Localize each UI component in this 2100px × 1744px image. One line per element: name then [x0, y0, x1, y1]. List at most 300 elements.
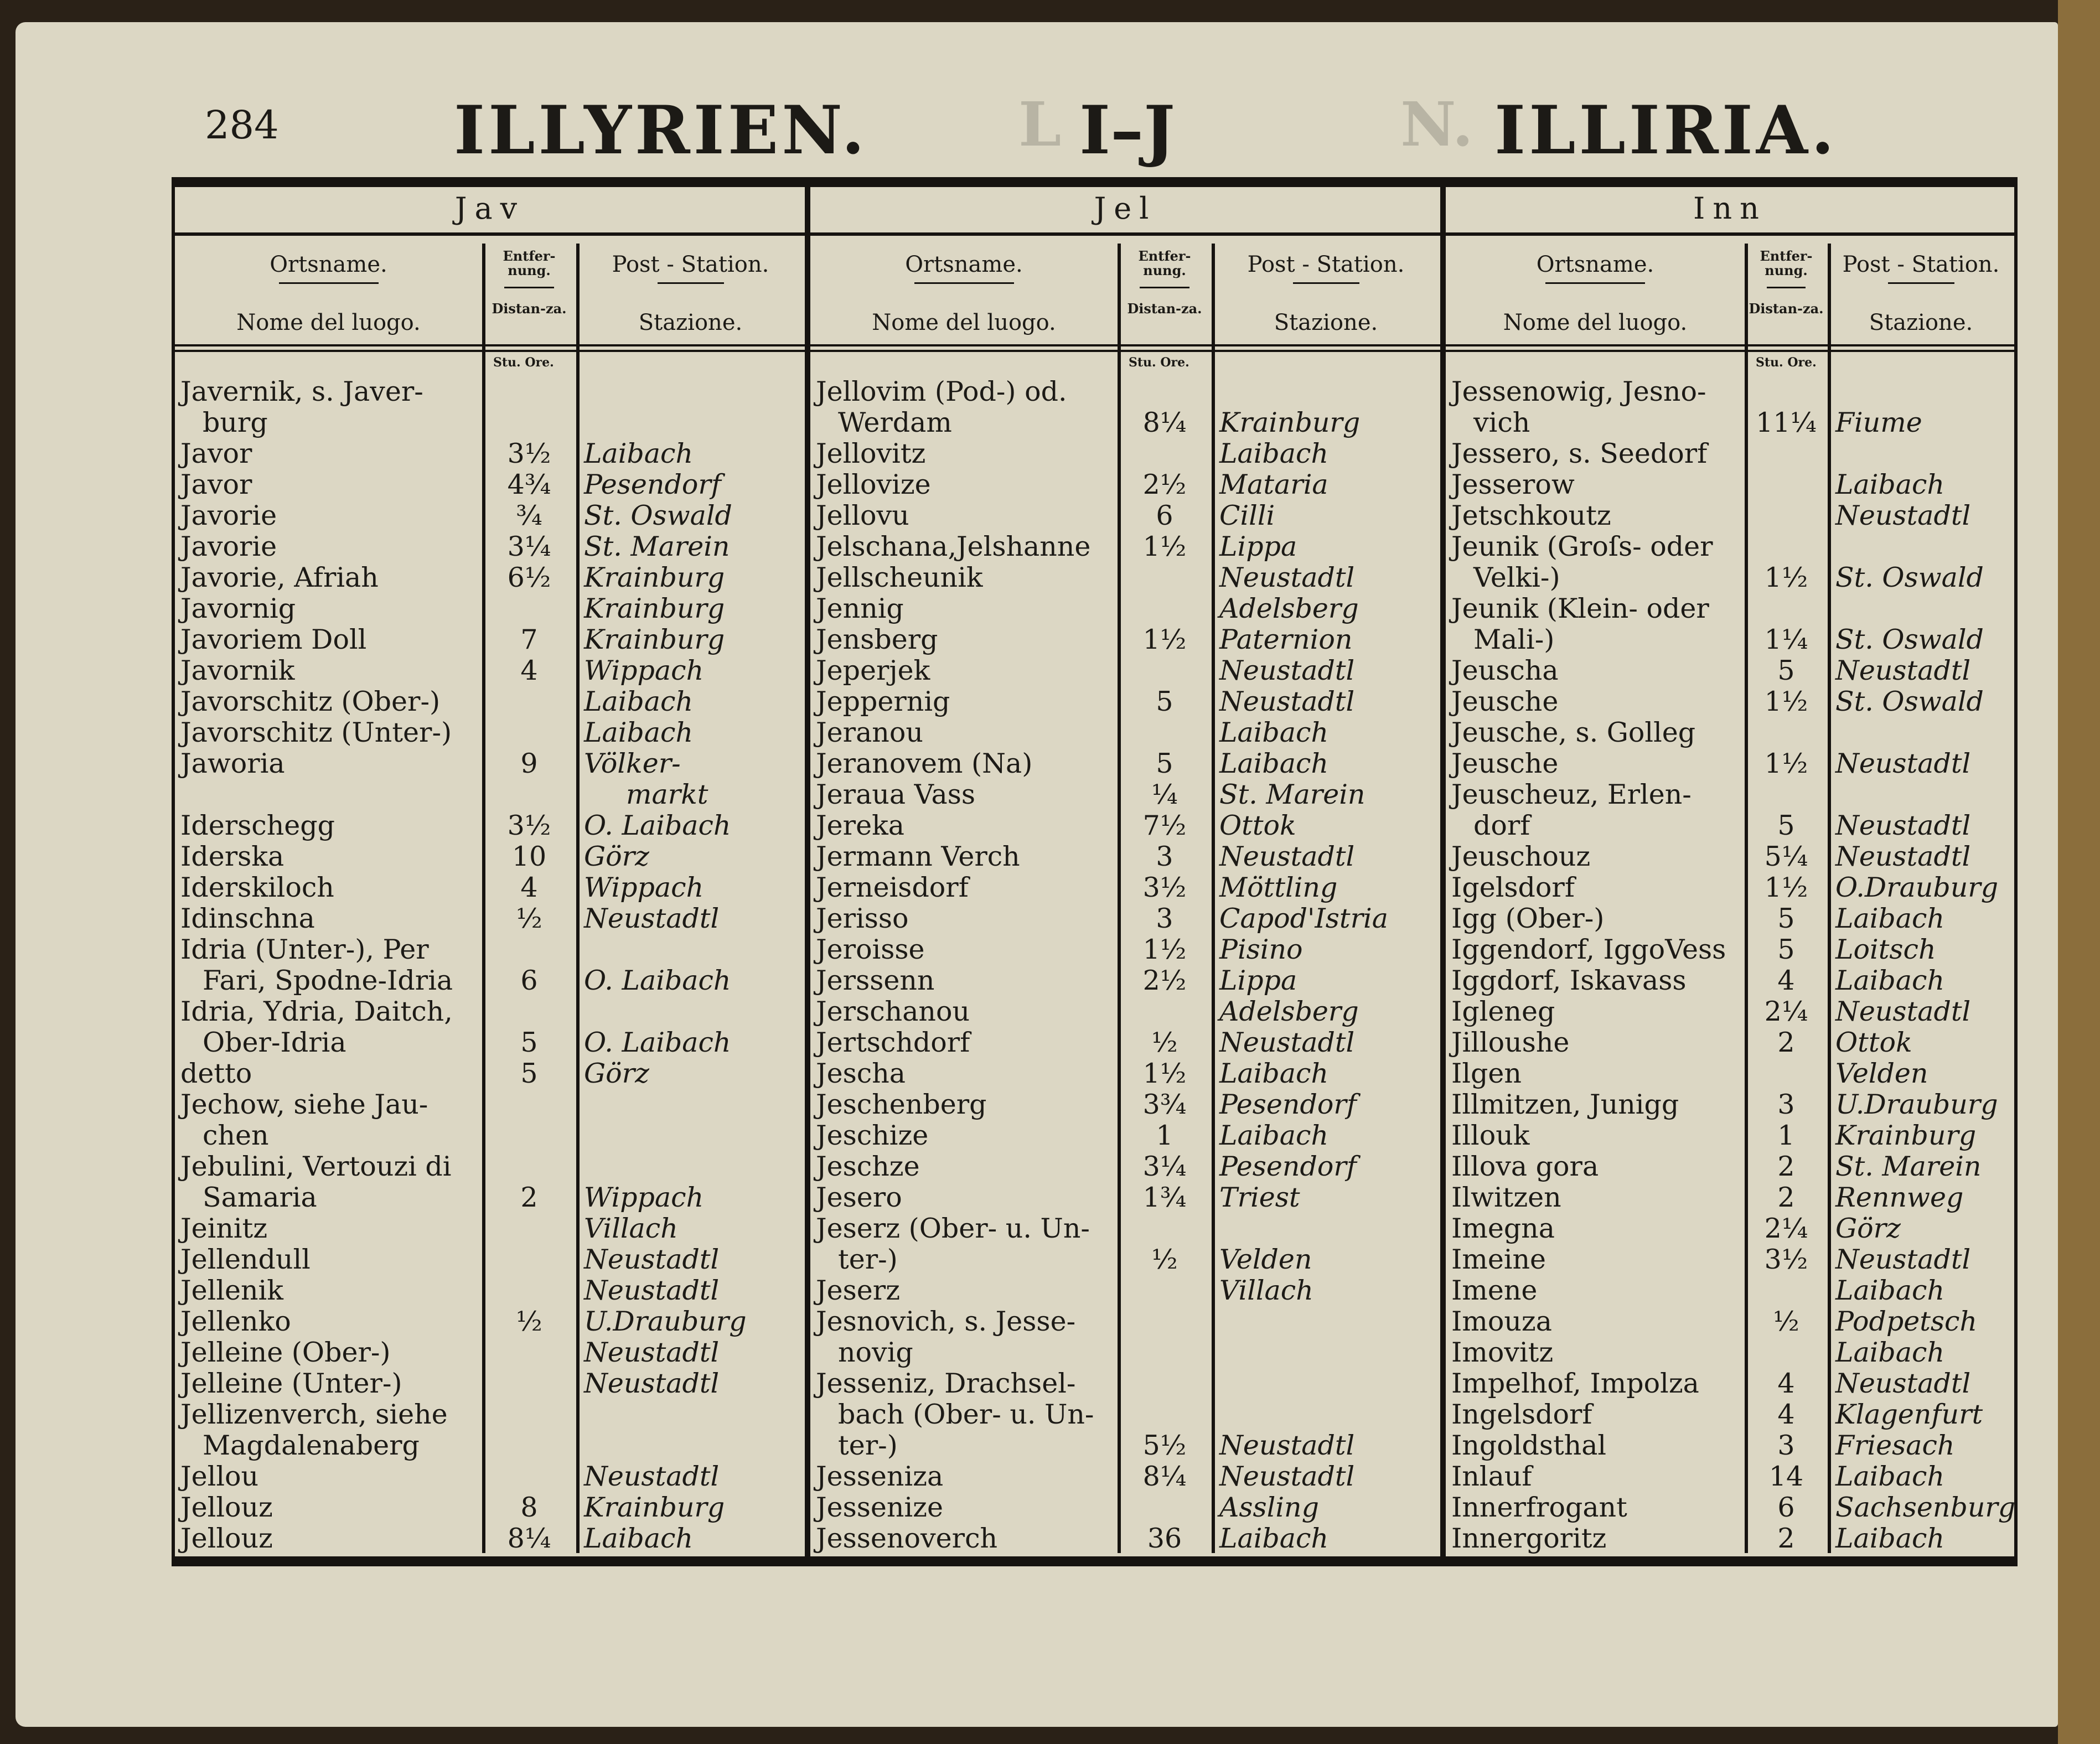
distance-value: 3¾ [1142, 1089, 1187, 1120]
distance-value: 5 [1777, 934, 1795, 965]
post-station: Friesach [1835, 1430, 1955, 1461]
place-name-line: Igelsdorf [1451, 872, 1575, 903]
place-name-line: Jessero, s. Seedorf [1451, 438, 1708, 469]
distance-value: 5 [1777, 810, 1795, 841]
table-row [1446, 376, 2014, 438]
place-name [180, 624, 479, 655]
post-station: St. Marein [584, 531, 730, 562]
place-name-line: Ingelsdorf [1451, 1399, 1592, 1430]
post-station: O. Laibach [584, 1027, 731, 1058]
place-name-line: Jereka [816, 810, 904, 841]
header-underline [1888, 282, 1954, 284]
place-name [1451, 1430, 1741, 1461]
distance-value: 3 [1777, 1089, 1795, 1120]
place-name-line: Jeschenberg [816, 1089, 987, 1120]
place-name-line: Jellovitz [816, 438, 926, 469]
table-row [175, 1461, 805, 1492]
table-row [175, 1523, 805, 1554]
post-station: O.Drauburg [1835, 872, 1999, 903]
table-row [175, 1306, 805, 1337]
place-name-line: Jesseniz, Drachsel- [816, 1368, 1076, 1399]
place-name [180, 562, 479, 593]
table-row [1446, 1306, 2014, 1337]
post-station: Laibach [1219, 1523, 1329, 1554]
table-row [810, 1492, 1440, 1523]
distance-value: 2¼ [1764, 996, 1808, 1027]
header-stazione: Stazione. [1869, 310, 1973, 335]
place-name-line: Javornik [180, 655, 295, 686]
post-station: St. Oswald [1835, 624, 1984, 655]
place-name-line: Jessenowig, Jesno- [1451, 376, 1706, 407]
place-name-line: Jennig [816, 593, 904, 624]
place-name-line: Ingoldsthal [1451, 1430, 1607, 1461]
table-row [175, 376, 805, 438]
place-name-line: Jessenoverch [816, 1523, 998, 1554]
post-station: Lippa [1219, 531, 1297, 562]
header-rule [810, 344, 1440, 346]
place-name-line: Jeroisse [816, 934, 925, 965]
post-station: Krainburg [584, 624, 725, 655]
place-name [816, 872, 1114, 903]
place-name-line: Idria, Ydria, Daitch, [180, 996, 453, 1027]
post-station: Laibach [1835, 1461, 1945, 1492]
table-row [1446, 500, 2014, 531]
post-station: Cilli [1219, 500, 1275, 531]
place-name [180, 531, 479, 562]
place-name-line: Iderska [180, 841, 285, 872]
table-row [810, 748, 1440, 779]
distance-value: 8¼ [1142, 1461, 1187, 1492]
table-row [1446, 1120, 2014, 1151]
place-name-line: Iggdorf, Iskavass [1451, 965, 1687, 996]
place-name [816, 903, 1114, 934]
post-station: Triest [1219, 1182, 1300, 1213]
post-station: St. Oswald [584, 500, 732, 531]
table-row [175, 1275, 805, 1306]
place-name [816, 934, 1114, 965]
post-station: Neustadtl [584, 1368, 720, 1399]
place-name [180, 1089, 479, 1151]
distance-value: ½ [1151, 1244, 1178, 1275]
place-name [1451, 1368, 1741, 1399]
table-row [175, 500, 805, 531]
distance-value: 3 [1777, 1430, 1795, 1461]
post-station-continued: markt [626, 779, 708, 810]
place-name-line: Jeraua Vass [816, 779, 976, 810]
place-name [816, 562, 1114, 593]
place-name-line: Jeunik (Groſs- oder [1451, 531, 1713, 562]
place-name-line: Iderschegg [180, 810, 335, 841]
distance-value: 2½ [1142, 469, 1187, 500]
post-station: Neustadtl [1219, 1430, 1355, 1461]
place-name-line: Idinschna [180, 903, 315, 934]
post-station: Rennweg [1835, 1182, 1964, 1213]
header-rule [1446, 344, 2014, 346]
place-name [816, 1368, 1114, 1461]
post-station: Ottok [1219, 810, 1296, 841]
header-distanza: Distan-za. [1749, 301, 1824, 317]
header-stazione: Stazione. [638, 310, 743, 335]
place-name-line: Imene [1451, 1275, 1538, 1306]
distance-value: 1¼ [1764, 624, 1808, 655]
post-station: Laibach [1219, 1058, 1329, 1089]
post-station: Görz [584, 1058, 649, 1089]
place-name [180, 1275, 479, 1306]
distance-value: 1½ [1764, 686, 1808, 717]
distance-value: 3¼ [1142, 1151, 1187, 1182]
place-name-line: Jeranou [816, 717, 923, 748]
distance-value: 3¼ [507, 531, 551, 562]
place-name [816, 624, 1114, 655]
place-name [816, 1120, 1114, 1151]
place-name [1451, 1213, 1741, 1244]
distance-value: 1½ [1764, 872, 1808, 903]
table-row [810, 1306, 1440, 1368]
place-name-line: bach (Ober- u. Un- [838, 1399, 1094, 1430]
place-name [816, 1275, 1114, 1306]
distance-value: 6 [1777, 1492, 1795, 1523]
distance-value: ¾ [516, 500, 542, 531]
table-row [810, 1461, 1440, 1492]
place-name-line: Igleneg [1451, 996, 1555, 1027]
distance-value: 8¼ [507, 1523, 551, 1554]
place-name-line: ter-) [838, 1430, 898, 1461]
group-label: Jav [454, 191, 525, 226]
place-name [816, 686, 1114, 717]
header-underline [1140, 287, 1189, 288]
distance-value: 5 [520, 1058, 538, 1089]
header-rule [1446, 232, 2014, 236]
place-name [1451, 1275, 1741, 1306]
table-row [810, 593, 1440, 624]
table-row [810, 903, 1440, 934]
post-station: Laibach [1835, 1275, 1945, 1306]
distance-value: 11¼ [1756, 407, 1817, 438]
table-row [810, 1523, 1440, 1554]
header-underline [504, 287, 554, 288]
place-name-line: Javorie [180, 500, 277, 531]
distance-value: 7½ [1142, 810, 1187, 841]
post-station: Pesendorf [1219, 1089, 1357, 1120]
place-name-line: Imovitz [1451, 1337, 1554, 1368]
place-name [1451, 717, 1741, 748]
place-name [1451, 1058, 1741, 1089]
place-name [180, 810, 479, 841]
table-row [1446, 934, 2014, 965]
table-row [810, 996, 1440, 1027]
place-name [816, 1058, 1114, 1089]
distance-value: 1½ [1764, 748, 1808, 779]
table-row [810, 1120, 1440, 1151]
place-name-line: Jellovu [816, 500, 909, 531]
post-station: Laibach [1219, 717, 1329, 748]
header-stazione: Stazione. [1274, 310, 1378, 335]
table-row [175, 1368, 805, 1399]
header-nome: Nome del luogo. [236, 310, 421, 335]
place-name-line: Jeperjek [816, 655, 930, 686]
header-underline [1293, 282, 1359, 284]
place-name [180, 903, 479, 934]
post-station: Laibach [1219, 1120, 1329, 1151]
distance-value: 4¾ [507, 469, 551, 500]
table-row [810, 779, 1440, 810]
post-station: Görz [584, 841, 649, 872]
distance-value: ¼ [1151, 779, 1178, 810]
post-station: Lippa [1219, 965, 1297, 996]
table-row [1446, 841, 2014, 872]
post-station: Loitsch [1835, 934, 1936, 965]
place-name [1451, 531, 1741, 593]
post-station: U.Drauburg [584, 1306, 747, 1337]
place-name-line: Jellscheunik [816, 562, 983, 593]
post-station: Laibach [584, 686, 694, 717]
unit-label: Stu. Ore. [1129, 355, 1189, 370]
header-post-station: Post - Station. [1842, 252, 2000, 277]
header-entfernung: Entfer-nung. [1760, 248, 1813, 278]
place-name [1451, 1399, 1741, 1430]
table-row [1446, 1058, 2014, 1089]
table-row [1446, 965, 2014, 996]
place-name-line: Javorie, Afriah [180, 562, 379, 593]
table-row [1446, 903, 2014, 934]
table-row [1446, 872, 2014, 903]
place-name-line: Mali-) [1473, 624, 1555, 655]
place-name-line: Javoriem Doll [180, 624, 367, 655]
place-name [816, 376, 1114, 438]
post-station: Sachsenburg [1835, 1492, 2016, 1523]
table-row [175, 438, 805, 469]
header-post-station: Post - Station. [1247, 252, 1405, 277]
header-underline [1767, 287, 1806, 288]
place-name [816, 1461, 1114, 1492]
post-station: Neustadtl [1219, 1027, 1355, 1058]
table-row [1446, 438, 2014, 469]
place-name-line: Ilwitzen [1451, 1182, 1561, 1213]
post-station: Capod'Istria [1219, 903, 1388, 934]
post-station: Wippach [584, 655, 704, 686]
table-row [175, 624, 805, 655]
place-name [816, 1151, 1114, 1182]
table-row [810, 872, 1440, 903]
place-name-line: Jeuschouz [1451, 841, 1591, 872]
distance-value: 5 [1777, 655, 1795, 686]
distance-value: ½ [516, 903, 542, 934]
distance-value: 3 [1156, 841, 1173, 872]
place-name-line: detto [180, 1058, 252, 1089]
place-name-line: Idria (Unter-), Per [180, 934, 429, 965]
table-row [175, 996, 805, 1058]
table-row [810, 1213, 1440, 1275]
post-station: Laibach [584, 438, 694, 469]
post-station: Möttling [1219, 872, 1338, 903]
header-underline [279, 282, 379, 284]
post-station: Neustadtl [1219, 1461, 1355, 1492]
place-name-line: Jellenik [180, 1275, 283, 1306]
place-name-line: Iggendorf, IggoVess [1451, 934, 1726, 965]
table-row [1446, 1492, 2014, 1523]
place-name-line: ter-) [838, 1244, 898, 1275]
place-name [180, 1492, 479, 1523]
book-spine [2058, 0, 2100, 1744]
place-name-line: Velki-) [1473, 562, 1560, 593]
place-name [180, 996, 479, 1058]
post-station: Laibach [1835, 469, 1945, 500]
place-name [180, 1058, 479, 1089]
table-row [810, 655, 1440, 686]
distance-value: 5 [520, 1027, 538, 1058]
header-underline [1545, 282, 1645, 284]
table-row [1446, 531, 2014, 593]
post-station: Wippach [584, 1182, 704, 1213]
place-name-line: Jesserow [1451, 469, 1575, 500]
table-row [810, 562, 1440, 593]
place-name [180, 872, 479, 903]
post-station: Neustadtl [1219, 562, 1355, 593]
table-row [1446, 686, 2014, 717]
post-station: Laibach [1835, 965, 1945, 996]
place-name [1451, 1337, 1741, 1368]
place-name-line: Jelleine (Ober-) [180, 1337, 391, 1368]
distance-value: 3½ [1142, 872, 1187, 903]
place-name [816, 996, 1114, 1027]
post-station: Villach [1219, 1275, 1313, 1306]
post-station: Wippach [584, 872, 704, 903]
post-station: Neustadtl [584, 903, 720, 934]
place-name-line: Jerschanou [816, 996, 970, 1027]
place-name-line: Jeppernig [816, 686, 950, 717]
distance-value: ½ [1151, 1027, 1178, 1058]
place-name-line: Javorie [180, 531, 277, 562]
post-station: Velden [1835, 1058, 1928, 1089]
place-name [1451, 748, 1741, 779]
place-name [816, 655, 1114, 686]
post-station: Pesendorf [1219, 1151, 1357, 1182]
place-name [180, 1399, 479, 1461]
place-name [180, 655, 479, 686]
table-row [1446, 1275, 2014, 1306]
distance-value: 3½ [507, 810, 551, 841]
distance-value: 9 [520, 748, 538, 779]
post-station: Völker- [584, 748, 681, 779]
table-row [1446, 1027, 2014, 1058]
place-name-line: Javorschitz (Unter-) [180, 717, 452, 748]
post-station: Pesendorf [584, 469, 721, 500]
place-name [180, 934, 479, 996]
table-row [175, 686, 805, 717]
post-station: O. Laibach [584, 810, 731, 841]
place-name-line: Magdalenaberg [203, 1430, 420, 1461]
place-name-line: Imegna [1451, 1213, 1555, 1244]
place-name [180, 1213, 479, 1244]
table-row [175, 934, 805, 996]
table-row [175, 562, 805, 593]
header-underline [914, 282, 1014, 284]
place-name [180, 469, 479, 500]
table-row [175, 872, 805, 903]
place-name [816, 1089, 1114, 1120]
place-name [816, 1027, 1114, 1058]
group-label: Jel [1094, 191, 1157, 226]
post-station: St. Marein [1219, 779, 1365, 810]
header-entfernung: Entfer-nung. [1138, 248, 1191, 278]
table-row [175, 1244, 805, 1275]
post-station: Neustadtl [1835, 748, 1971, 779]
place-name [816, 438, 1114, 469]
place-name [816, 748, 1114, 779]
place-name-line: Samaria [203, 1182, 317, 1213]
place-name-line: Javernik, s. Javer- [180, 376, 423, 407]
post-station: Laibach [1219, 438, 1329, 469]
distance-value: 2 [1777, 1182, 1795, 1213]
panel-divider [1440, 187, 1446, 1556]
table-row [175, 1058, 805, 1089]
table-row [810, 624, 1440, 655]
table-row [1446, 1213, 2014, 1244]
place-name-line: Jessenize [816, 1492, 943, 1523]
post-station: Adelsberg [1219, 593, 1359, 624]
place-name-line: chen [203, 1120, 269, 1151]
distance-value: 4 [520, 655, 538, 686]
table-row [810, 717, 1440, 748]
distance-value: 6½ [507, 562, 551, 593]
distance-value: 2 [520, 1182, 538, 1213]
place-name [180, 1337, 479, 1368]
header-rule [810, 232, 1440, 236]
place-name-line: Jelleine (Unter-) [180, 1368, 402, 1399]
distance-value: 1½ [1142, 1058, 1187, 1089]
distance-value: 36 [1147, 1523, 1182, 1554]
place-name [1451, 779, 1741, 841]
place-name-line: Jeunik (Klein- oder [1451, 593, 1709, 624]
header-distanza: Distan-za. [492, 301, 567, 317]
bleed-through-text: N. [1400, 89, 1473, 160]
table-row [1446, 996, 2014, 1027]
post-station: Krainburg [584, 562, 725, 593]
title-italian: ILLIRIA. [1494, 91, 1838, 169]
place-name [180, 686, 479, 717]
place-name-line: Jellouz [180, 1492, 273, 1523]
table-row [810, 531, 1440, 562]
place-name [816, 779, 1114, 810]
distance-value: 1½ [1142, 934, 1187, 965]
post-station: Neustadtl [1835, 996, 1971, 1027]
place-name-line: Jerneisdorf [816, 872, 969, 903]
table-row [810, 1182, 1440, 1213]
distance-value: 8 [520, 1492, 538, 1523]
post-station: U.Drauburg [1835, 1089, 1998, 1120]
table-row [175, 841, 805, 872]
bleed-through-text: L [1018, 89, 1062, 160]
place-name [1451, 655, 1741, 686]
table-row [175, 748, 805, 810]
distance-value: ½ [1773, 1306, 1799, 1337]
distance-value: 4 [520, 872, 538, 903]
post-station: St. Oswald [1835, 562, 1984, 593]
place-name [816, 469, 1114, 500]
place-name-line: Javornig [180, 593, 296, 624]
place-name-line: Jeusche, s. Golleg [1451, 717, 1696, 748]
post-station: Neustadtl [1835, 841, 1971, 872]
place-name [1451, 1151, 1741, 1182]
table-row [810, 965, 1440, 996]
table-row [1446, 1244, 2014, 1275]
table-row [175, 1213, 805, 1244]
table-row [175, 655, 805, 686]
post-station: Velden [1219, 1244, 1312, 1275]
table-row [1446, 1399, 2014, 1430]
table-row [810, 810, 1440, 841]
distance-value: 6 [520, 965, 538, 996]
